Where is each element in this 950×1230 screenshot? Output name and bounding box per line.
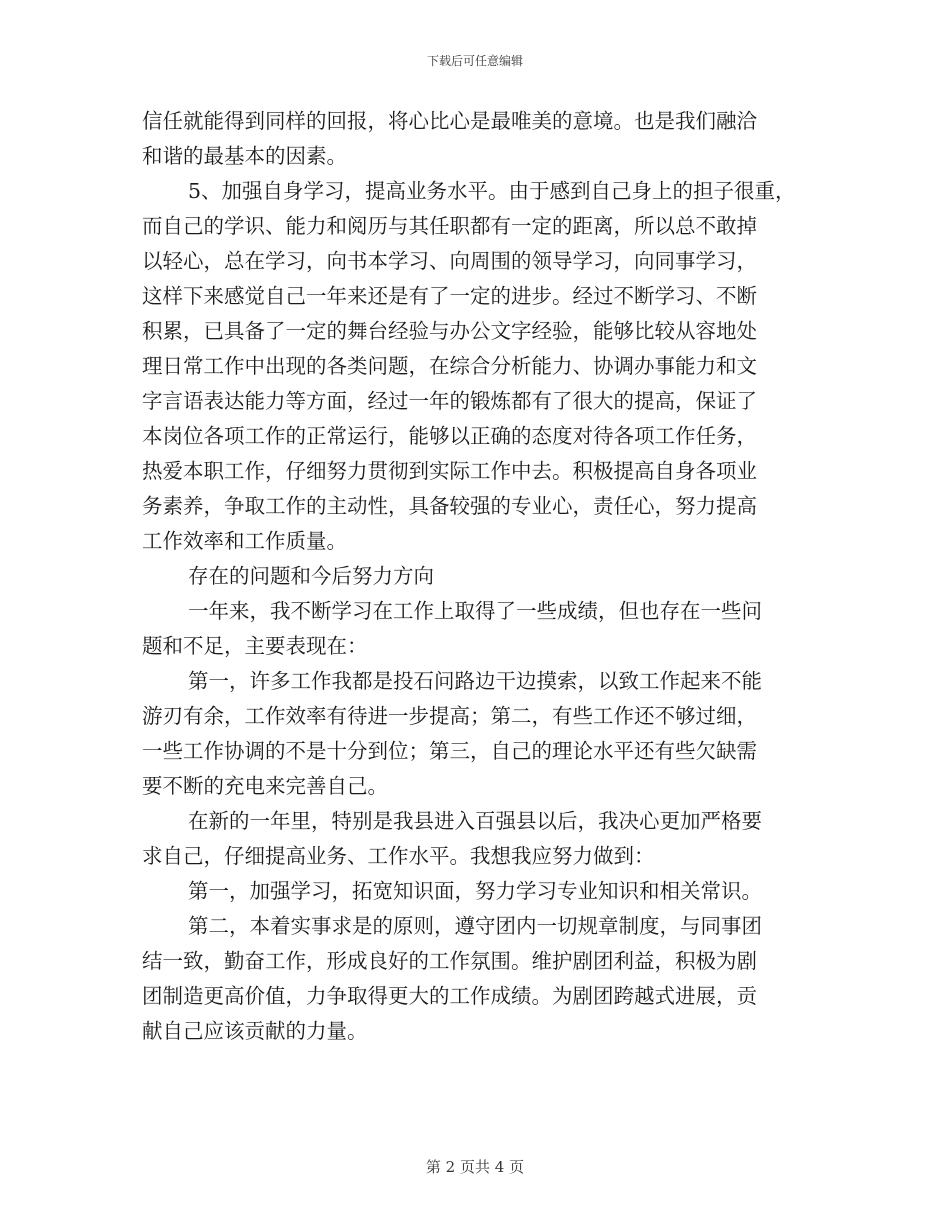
page-footer: 第 2 页共 4 页 (425, 1158, 525, 1176)
text-line: 5、加强自身学习，提高业务水平。由于感到自己身上的担子很重， (188, 179, 796, 203)
page-header: 下载后可任意编辑 (426, 54, 523, 68)
text-line: 信任就能得到同样的回报，将心比心是最唯美的意境。也是我们融洽 (142, 109, 757, 133)
text-line: 求自己，仔细提高业务、工作水平。我想我应努力做到： (142, 844, 655, 868)
text-line: 积累，已具备了一定的舞台经验与办公文字经验，能够比较从容地处 (142, 319, 757, 343)
text-line: 第二，本着实事求是的原则，遵守团内一切规章制度，与同事团 (188, 914, 762, 938)
text-line: 游刃有余，工作效率有待进一步提高；第二，有些工作还不够过细， (142, 704, 757, 728)
text-line: 团制造更高价值，力争取得更大的工作成绩。为剧团跨越式进展，贡 (142, 984, 757, 1008)
section-heading: 存在的问题和今后努力方向 (188, 564, 434, 588)
text-line: 以轻心，总在学习，向书本学习、向周围的领导学习，向同事学习， (142, 249, 757, 273)
text-line: 字言语表达能力等方面，经过一年的锻炼都有了很大的提高，保证了 (142, 389, 757, 413)
text-line: 题和不足，主要表现在： (142, 634, 368, 658)
text-line: 第一，加强学习，拓宽知识面，努力学习专业知识和相关常识。 (188, 879, 762, 903)
text-line: 一些工作协调的不是十分到位；第三，自己的理论水平还有些欠缺需 (142, 739, 757, 763)
text-line: 本岗位各项工作的正常运行，能够以正确的态度对待各项工作任务， (142, 424, 757, 448)
text-line: 结一致，勤奋工作，形成良好的工作氛围。维护剧团利益，积极为剧 (142, 949, 757, 973)
text-line: 热爱本职工作，仔细努力贯彻到实际工作中去。积极提高自身各项业 (142, 459, 757, 483)
text-line: 和谐的最基本的因素。 (142, 144, 347, 168)
document-body (142, 104, 808, 1049)
text-line: 献自己应该贡献的力量。 (142, 1019, 368, 1043)
text-line: 第一，许多工作我都是投石问路边干边摸索，以致工作起来不能 (188, 669, 762, 693)
text-line: 而自己的学识、能力和阅历与其任职都有一定的距离，所以总不敢掉 (142, 214, 757, 238)
text-line: 务素养，争取工作的主动性，具备较强的专业心，责任心，努力提高 (142, 494, 757, 518)
text-line: 一年来，我不断学习在工作上取得了一些成绩，但也存在一些问 (188, 599, 762, 623)
text-line: 在新的一年里，特别是我县进入百强县以后，我决心更加严格要 (188, 809, 762, 833)
text-line: 要不断的充电来完善自己。 (142, 774, 388, 798)
text-line: 工作效率和工作质量。 (142, 529, 347, 553)
text-line: 理日常工作中出现的各类问题，在综合分析能力、协调办事能力和文 (142, 354, 757, 378)
text-line: 这样下来感觉自己一年来还是有了一定的进步。经过不断学习、不断 (142, 284, 757, 308)
